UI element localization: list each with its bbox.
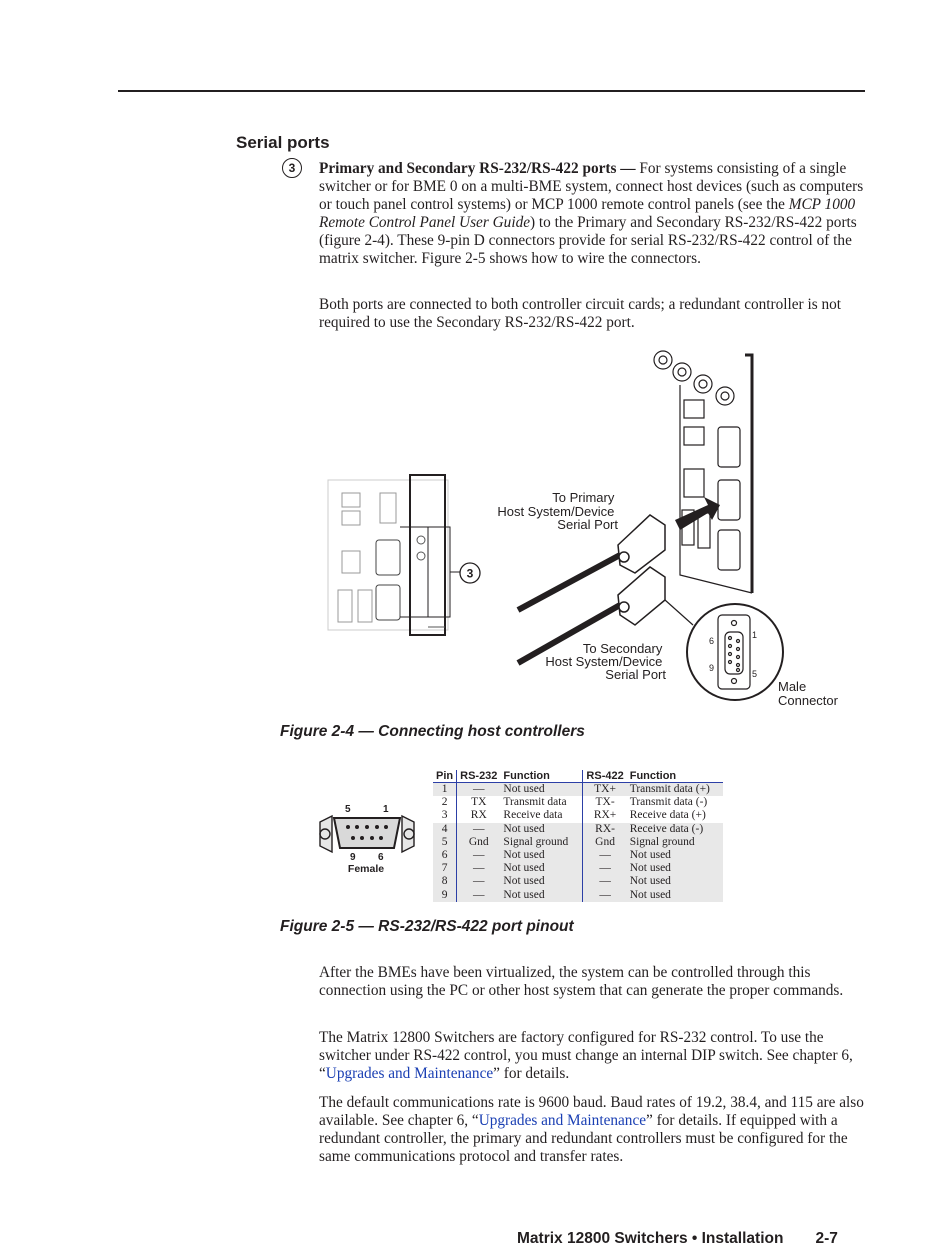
function-cell: Transmit data	[500, 796, 583, 809]
rs232-cell: —	[457, 875, 501, 888]
function-cell: Transmit data (+)	[627, 783, 723, 797]
pin-cell: 7	[433, 862, 457, 875]
function-cell: Receive data (+)	[629, 809, 706, 822]
function-cell: Not used	[500, 783, 583, 797]
pin-cell: 6	[433, 849, 457, 862]
function-cell: Not used	[627, 889, 723, 902]
switcher-rear-panel-small	[328, 475, 460, 635]
table-row	[433, 875, 723, 888]
guide-title: MCP 1000 Remote Control Panel User Guide	[319, 196, 856, 231]
header-rs422: RS-422	[583, 770, 627, 783]
header-pin: Pin	[433, 770, 457, 783]
paragraph-rs232-config	[319, 1029, 869, 1083]
paragraph-lead: Primary and Secondary RS-232/RS-422 ports —	[319, 160, 636, 177]
table-row	[433, 823, 723, 836]
paragraph-text: ” for details. If equipped with a redundant controller, the primary and redundant controllers must be configured for the same communications protocol and transfer rates.	[319, 1112, 848, 1165]
rs422-cell: RX+	[593, 809, 617, 822]
table-row	[433, 849, 723, 862]
upgrades-maintenance-link[interactable]: Upgrades and Maintenance	[478, 1112, 647, 1129]
male-connector-detail	[687, 604, 783, 700]
function-cell: Not used	[500, 889, 583, 902]
switcher-rear-panel-large	[654, 351, 752, 593]
function-cell: Not used	[500, 862, 583, 875]
male-pin-numbers: 6 1 9 5	[709, 630, 758, 679]
rs422-cell: —	[583, 875, 627, 888]
rs422-cell: —	[583, 849, 627, 862]
paragraph-text: The Matrix 12800 Switchers are factory configured for RS-232 control. To use the switcher under RS-422 control, you must change an internal DIP switch. See chapter 6, “	[319, 1029, 853, 1082]
pin-cell: 2	[433, 796, 457, 809]
paragraph-serial-ports	[319, 160, 869, 268]
paragraph-text: ” for details.	[493, 1065, 570, 1082]
paragraph-virtualized: After the BMEs have been virtualized, the system can be controlled through this connection using the PC or other host system that can generate the proper commands.	[319, 964, 844, 999]
table-header-row	[433, 770, 723, 783]
header-function: Function	[500, 770, 583, 783]
female-connector-diagram	[312, 800, 422, 878]
female-pin-numbers: 5 1 9 6	[345, 804, 389, 863]
pin-cell: 4	[433, 823, 457, 836]
rs422-cell: RX-	[583, 823, 627, 836]
paragraph-baud-rate	[319, 1094, 869, 1166]
header-rs232: RS-232	[457, 770, 501, 783]
female-connector-icon	[320, 816, 414, 852]
rs232-cell: —	[457, 849, 501, 862]
function-cell: Signal ground	[627, 836, 723, 849]
pinout-table	[433, 770, 723, 902]
function-cell: Signal ground	[500, 836, 583, 849]
pin-cell: 1	[433, 783, 457, 797]
rs232-cell: —	[457, 862, 501, 875]
rs232-cell: Gnd	[457, 836, 501, 849]
paragraph-text: For systems consisting of a single switcher or for BME 0 on a multi-BME system, connect host devices (such as computers or touch panel control systems) or MCP 1000 remote control panels (see the	[319, 160, 864, 213]
page-number: 2-7	[815, 1230, 838, 1247]
rs232-cell: TX	[471, 796, 487, 809]
function-cell: Not used	[500, 875, 583, 888]
paragraph-text: ) to the Primary and Secondary RS-232/RS-422 ports (figure 2-4). These 9-pin D connectors provide for serial RS-232/RS-422 control of the matrix switcher. Figure 2-5 shows how to wire the connectors.	[319, 214, 857, 267]
pin-cell: 5	[433, 836, 457, 849]
function-cell: Not used	[500, 823, 583, 836]
function-cell: Not used	[627, 849, 723, 862]
pin-cell: 9	[433, 889, 457, 902]
primary-port-label: To Primary Host System/Device Serial Port	[497, 490, 618, 532]
rs232-cell: RX	[470, 809, 487, 822]
rs232-cell: —	[457, 823, 501, 836]
male-connector-label: Male Connector	[778, 679, 838, 708]
table-row	[433, 809, 723, 822]
secondary-port-label: To Secondary Host System/Device Serial Port	[545, 641, 666, 682]
rs422-cell: TX-	[595, 796, 615, 809]
table-row	[433, 783, 723, 797]
rs422-cell: Gnd	[583, 836, 627, 849]
header-rule	[118, 90, 865, 92]
section-title: Serial ports	[236, 133, 330, 152]
pin-cell: 3	[433, 809, 457, 822]
function-cell: Transmit data (-)	[629, 796, 708, 809]
callout-number: 3	[282, 158, 302, 178]
function-cell: Receive data (-)	[627, 823, 723, 836]
function-cell: Receive data	[500, 809, 583, 822]
function-cell: Not used	[627, 875, 723, 888]
pin-cell: 8	[433, 875, 457, 888]
figure-connecting-host-controllers	[320, 345, 880, 715]
rs422-cell: —	[583, 862, 627, 875]
paragraph-text: The default communications rate is 9600 baud. Baud rates of 19.2, 38.4, and 115 are also available. See chapter 6, “	[319, 1094, 864, 1129]
page-footer	[517, 1230, 838, 1248]
function-cell: Not used	[500, 849, 583, 862]
function-cell: Not used	[627, 862, 723, 875]
paragraph-redundant: Both ports are connected to both controller circuit cards; a redundant controller is not required to use the Secondary RS-232/RS-422 port.	[319, 296, 842, 331]
upgrades-maintenance-link[interactable]: Upgrades and Maintenance	[325, 1065, 494, 1082]
rs422-cell: —	[583, 889, 627, 902]
table-row	[433, 836, 723, 849]
rs232-cell: —	[457, 783, 501, 797]
figure-2-5-caption: Figure 2-5 — RS-232/RS-422 port pinout	[280, 918, 574, 935]
female-label: Female	[347, 863, 385, 875]
header-function: Function	[627, 770, 723, 783]
table-row	[433, 889, 723, 902]
table-row	[433, 796, 723, 809]
rs232-cell: —	[457, 889, 501, 902]
figure-callout-number: 3	[466, 566, 474, 581]
table-row	[433, 862, 723, 875]
footer-title: Matrix 12800 Switchers • Installation	[517, 1230, 784, 1247]
figure-2-4-caption: Figure 2-4 — Connecting host controllers	[280, 723, 585, 740]
rs422-cell: TX+	[583, 783, 627, 797]
